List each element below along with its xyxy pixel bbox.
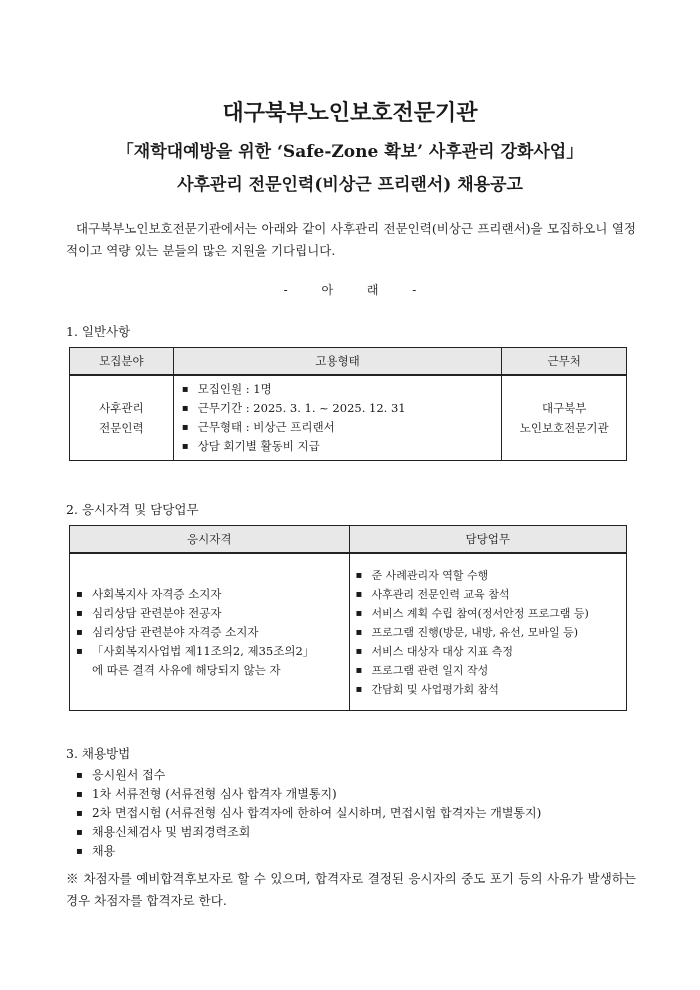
field-line: 사후관리 [99, 401, 144, 415]
intro-paragraph: 대구북부노인보호전문기관에서는 아래와 같이 사후관리 전문인력(비상근 프리랜서)을 모집하오니 열정적이고 역량 있는 분들의 많은 지원을 기다립니다. [66, 221, 636, 258]
method-list [74, 766, 541, 861]
list-item: ▪ 간담회 및 사업평가회 참석 [354, 680, 622, 699]
field-cell [70, 375, 174, 461]
list-item: ▪ 서비스 계획 수립 참여(정서안정 프로그램 등) [354, 604, 622, 623]
duties-cell [349, 553, 626, 711]
list-item: ▪ 2차 면접시험 (서류전형 심사 합격자에 한하여 실시하며, 면접시험 합격자는 개별통지) [74, 804, 541, 823]
list-item: ▪ 근무기간 : 2025. 3. 1. ~ 2025. 12. 31 [180, 399, 496, 418]
list-item: ▪ 준 사례관리자 역할 수행 [354, 566, 622, 585]
list-item: ▪ 프로그램 진행(방문, 내방, 유선, 모바일 등) [354, 623, 622, 642]
col-header: 근무처 [502, 348, 627, 376]
title-recruit: 사후관리 전문인력(비상근 프리랜서) 채용공고 [177, 175, 523, 195]
title-project: 「재학대예방을 위한 ‘Safe-Zone 확보’ 사후관리 강화사업」 [116, 142, 584, 162]
list-item: ▪ 서비스 대상자 대상 지표 측정 [354, 642, 622, 661]
col-header: 모집분야 [70, 348, 174, 376]
qualification-continuation: 에 따른 결격 사유에 해당되지 않는 자 [92, 662, 281, 677]
list-item: ▪ 채용 [74, 842, 541, 861]
list-item: ▪ 응시원서 접수 [74, 766, 541, 785]
table-header-row [70, 348, 627, 376]
section2-heading: 2. 응시자격 및 담당업무 [66, 502, 199, 517]
title-org: 대구북부노인보호전문기관 [222, 100, 478, 126]
table-row [70, 375, 627, 461]
list-item: ▪ 모집인원 : 1명 [180, 380, 496, 399]
list-item: ▪ 심리상담 관련분야 자격증 소지자 [74, 623, 345, 642]
section3-heading: 3. 채용방법 [66, 746, 131, 761]
list-item: ▪ 사후관리 전문인력 교육 참석 [354, 585, 622, 604]
workplace-line: 대구북부 [541, 401, 587, 415]
note-paragraph: ※ 차점자를 예비합격후보자로 할 수 있으며, 합격자로 결정된 응시자의 중도 포기 등의 사유가 발생하는 경우 차점자를 합격자로 한다. [66, 871, 636, 908]
list-item: ▪ 상담 회기별 활동비 지급 [180, 437, 496, 456]
list-item: ▪ 프로그램 관련 일지 작성 [354, 661, 622, 680]
qualification-table [69, 525, 627, 711]
general-table [69, 347, 627, 461]
workplace-cell [502, 375, 627, 461]
employment-cell [173, 375, 502, 461]
col-header: 응시자격 [70, 526, 350, 554]
list-item: ▪ 「사회복지사업법 제11조의2, 제35조의2」 [74, 642, 345, 661]
table-header-row [70, 526, 627, 554]
field-line: 전문인력 [99, 421, 144, 435]
list-item: ▪ 채용신체검사 및 범죄경력조회 [74, 823, 541, 842]
table-row [70, 553, 627, 711]
list-item: ▪ 심리상담 관련분야 전공자 [74, 604, 345, 623]
list-item: ▪ 사회복지사 자격증 소지자 [74, 585, 345, 604]
qualification-cell [70, 553, 350, 711]
col-header: 담당업무 [349, 526, 626, 554]
workplace-line: 노인보호전문기관 [519, 421, 609, 435]
col-header: 고용형태 [173, 348, 502, 376]
list-item: ▪ 1차 서류전형 (서류전형 심사 합격자 개별통지) [74, 785, 541, 804]
section1-heading: 1. 일반사항 [66, 324, 131, 339]
arae-marker: - 아 래 - [283, 283, 417, 297]
list-item: ▪ 근무형태 : 비상근 프리랜서 [180, 418, 496, 437]
